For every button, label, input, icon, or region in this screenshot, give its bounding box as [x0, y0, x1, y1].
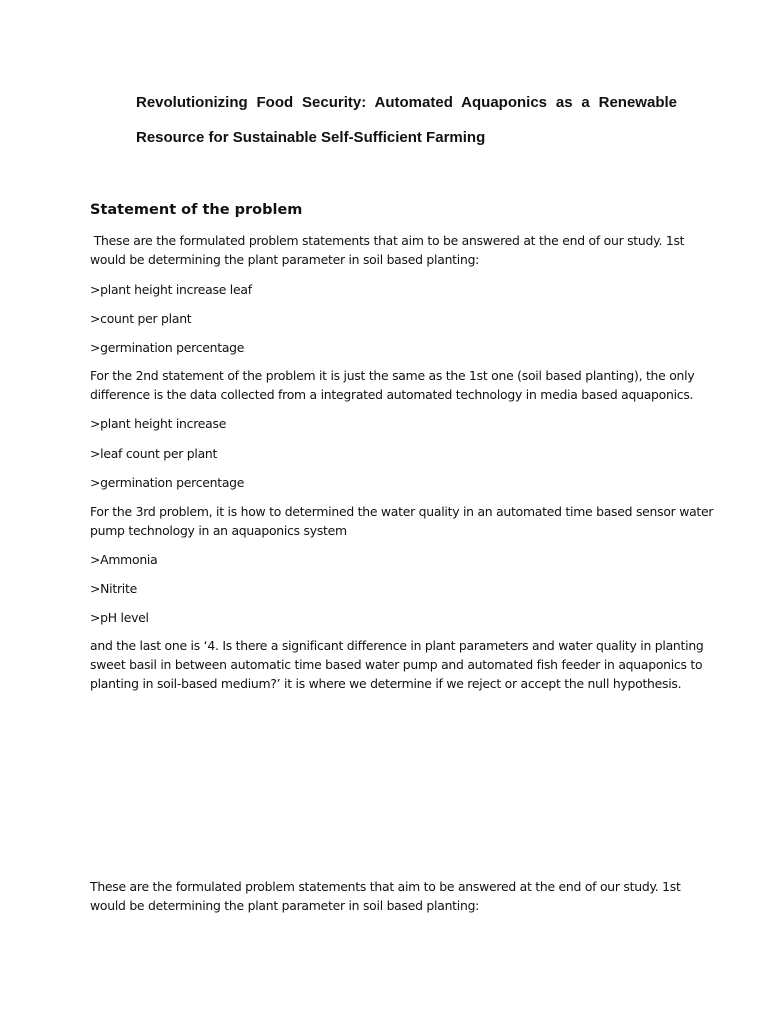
last-statement-line-1: and the last one is ‘4. Is there a significant difference in plant parameters and water quality in planting [90, 638, 704, 653]
list-item: >germination percentage [90, 475, 245, 490]
list-item: >count per plant [90, 311, 192, 326]
document-title-line-1: Revolutionizing Food Security: Automated Aquaponics as a Renewable [136, 94, 677, 111]
section-heading: Statement of the problem [90, 202, 303, 218]
last-statement-line-2: sweet basil in between automatic time based water pump and automated fish feeder in aquaponics to [90, 657, 703, 672]
list-item: >germination percentage [90, 340, 245, 355]
second-statement-paragraph [90, 366, 695, 404]
second-statement-line-2: difference is the data collected from a integrated automated technology in media based aquaponics. [90, 387, 694, 402]
list-item: >Ammonia [90, 552, 158, 567]
document-title-line-2: Resource for Sustainable Self-Sufficient Farming [136, 129, 486, 146]
last-statement-paragraph [90, 636, 704, 693]
intro-paragraph [90, 231, 690, 269]
last-statement-line-3: planting in soil-based medium?’ it is where we determine if we reject or accept the null hypothesis. [90, 676, 682, 691]
list-item: >pH level [90, 610, 149, 625]
list-item: >Nitrite [90, 581, 137, 596]
repeat-intro-line-1: These are the formulated problem statements that aim to be answered at the end of our study. 1st [90, 879, 681, 894]
third-statement-line-1: For the 3rd problem, it is how to determined the water quality in an automated time based sensor water [90, 504, 714, 519]
third-statement-paragraph [90, 502, 714, 540]
third-statement-line-2: pump technology in an aquaponics system [90, 523, 347, 538]
intro-line-1: These are the formulated problem statements that aim to be answered at the end of our study. 1st [90, 233, 685, 248]
list-item: >leaf count per plant [90, 446, 218, 461]
list-item: >plant height increase leaf [90, 282, 252, 297]
list-item: >plant height increase [90, 416, 227, 431]
intro-line-2: would be determining the plant parameter in soil based planting: [90, 252, 480, 267]
repeat-intro-line-2: would be determining the plant parameter in soil based planting: [90, 898, 480, 913]
repeat-intro-paragraph [90, 877, 690, 915]
second-statement-line-1: For the 2nd statement of the problem it is just the same as the 1st one (soil based planting), the only [90, 368, 695, 383]
